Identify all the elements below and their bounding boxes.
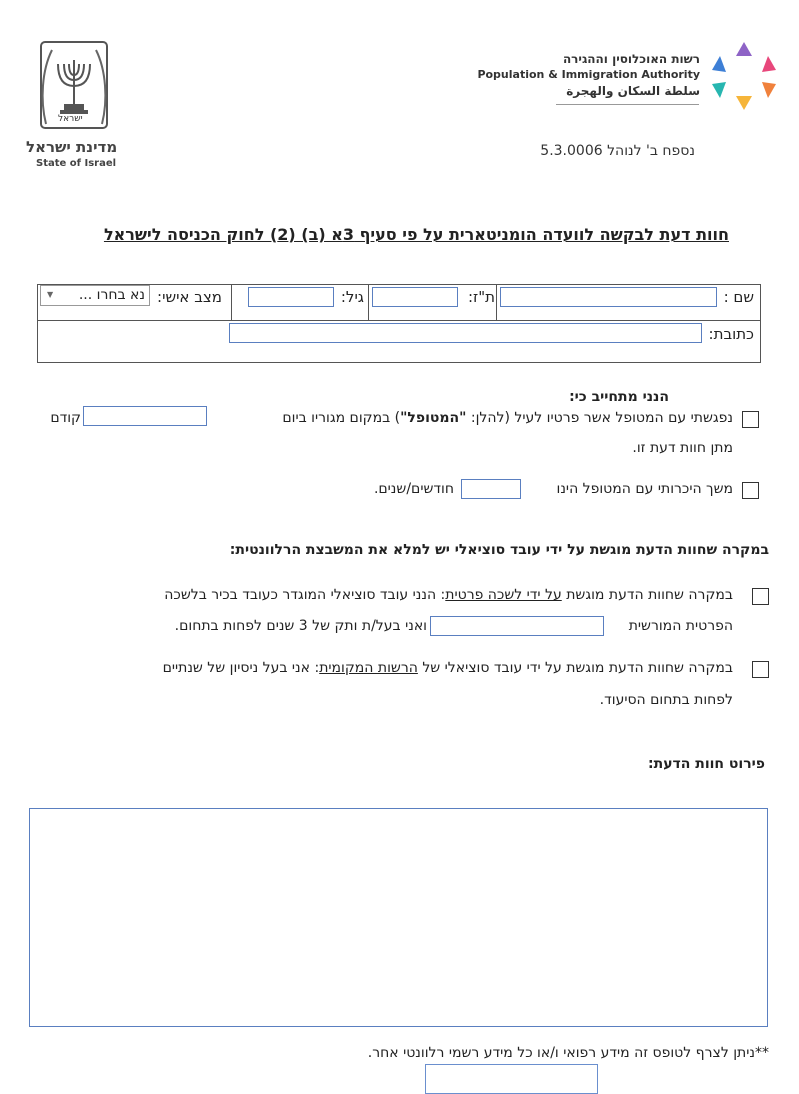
private-office-underlined: על ידי לשכה פרטית xyxy=(445,587,562,603)
id-field[interactable] xyxy=(372,287,458,307)
commitment-meeting-checkbox[interactable] xyxy=(742,411,759,428)
local-authority-text-b: : אני בעל ניסיון של שנתיים xyxy=(162,660,320,676)
table-col-divider xyxy=(231,284,232,320)
authority-divider xyxy=(556,104,699,105)
private-office-checkbox[interactable] xyxy=(752,588,769,605)
commitment-acquaintance-checkbox[interactable] xyxy=(742,482,759,499)
name-label: שם : xyxy=(723,288,754,306)
acquaintance-text-a: משך היכרותי עם המטופל הינו xyxy=(556,481,733,497)
private-office-name-field[interactable] xyxy=(430,616,604,636)
local-authority-underlined: הרשות המקומית xyxy=(319,660,418,676)
table-row-divider xyxy=(37,320,761,321)
patient-term: "המטופל" xyxy=(400,410,467,426)
commitment-meeting-text-b: ) במקום מגוריו ביום xyxy=(282,410,401,426)
authority-logo-icon xyxy=(706,38,782,114)
local-authority-checkbox[interactable] xyxy=(752,661,769,678)
commitment-meeting-text xyxy=(282,410,733,426)
state-name-he: מדינת ישראל xyxy=(26,138,118,156)
age-label: גיל: xyxy=(340,288,364,306)
commitment-meeting-text-a: נפגשתי עם המטופל אשר פרטיו לעיל (להלן: xyxy=(466,410,733,426)
private-office-text-b: : הנני עובד סוציאלי המוגדר כעובד בכיר בלשכה xyxy=(164,587,446,603)
private-office-line2-a: הפרטית המורשית xyxy=(628,618,733,634)
marital-status-label: מצב אישי: xyxy=(157,288,222,306)
acquaintance-text-b: חודשים/שנים. xyxy=(373,481,454,497)
marital-status-select[interactable] xyxy=(40,285,150,306)
meeting-date-field[interactable] xyxy=(83,406,207,426)
details-textarea[interactable] xyxy=(29,808,768,1027)
age-field[interactable] xyxy=(248,287,334,307)
state-name-en: State of Israel xyxy=(36,158,117,169)
acquaintance-duration-field[interactable] xyxy=(461,479,521,499)
private-office-text-a: במקרה שחוות הדעת מוגשת xyxy=(561,587,733,603)
local-authority-line2: לפחות בתחום הסיעוד. xyxy=(599,692,733,708)
id-label: ת"ז: xyxy=(467,288,495,306)
table-col-divider xyxy=(496,284,497,320)
state-emblem xyxy=(38,40,110,132)
before-label: קודם xyxy=(50,410,81,426)
address-label: כתובת: xyxy=(708,325,754,343)
details-heading: פירוט חוות הדעת: xyxy=(648,756,765,772)
authority-name-en: Population & Immigration Authority xyxy=(477,68,700,81)
table-col-divider xyxy=(368,284,369,320)
authority-name-he: רשות האוכלוסין וההגירה xyxy=(562,52,700,66)
social-worker-heading: במקרה שחוות הדעת מוגשת על ידי עובד סוציאלי יש למלא את המשבצת הרלוונטית: xyxy=(229,542,769,558)
authority-name-ar: سلطة السكان والهجرة xyxy=(566,84,700,98)
commitment-heading: הנני מתחייב כי: xyxy=(569,389,669,405)
footnote: **ניתן לצרף לטופס זה מידע רפואי ו/או כל מידע רשמי רלוונטי אחר. xyxy=(367,1045,769,1061)
marital-status-value: נא בחרו ... xyxy=(78,287,145,303)
page-title: חוות דעת לבקשה לוועדה הומניטארית על פי סעיף 3א (ב) (2) לחוק הכניסה לישראל xyxy=(103,225,729,244)
chevron-down-icon: ▼ xyxy=(47,290,54,299)
local-authority-text xyxy=(163,660,733,676)
address-field[interactable] xyxy=(229,323,702,343)
commitment-meeting-text-line2: מתן חוות דעת זו. xyxy=(632,440,733,456)
name-field[interactable] xyxy=(500,287,717,307)
emblem-text: ישראל xyxy=(58,114,83,124)
extra-field[interactable] xyxy=(425,1064,598,1094)
private-office-text xyxy=(164,587,733,603)
private-office-line2-b: ואני בעל/ת ותק של 3 שנים לפחות בתחום. xyxy=(174,618,427,634)
local-authority-text-a: במקרה שחוות הדעת מוגשת על ידי עובד סוציאלי של xyxy=(417,660,733,676)
appendix-label: נספח ב' לנוהל 5.3.0006 xyxy=(540,143,695,159)
